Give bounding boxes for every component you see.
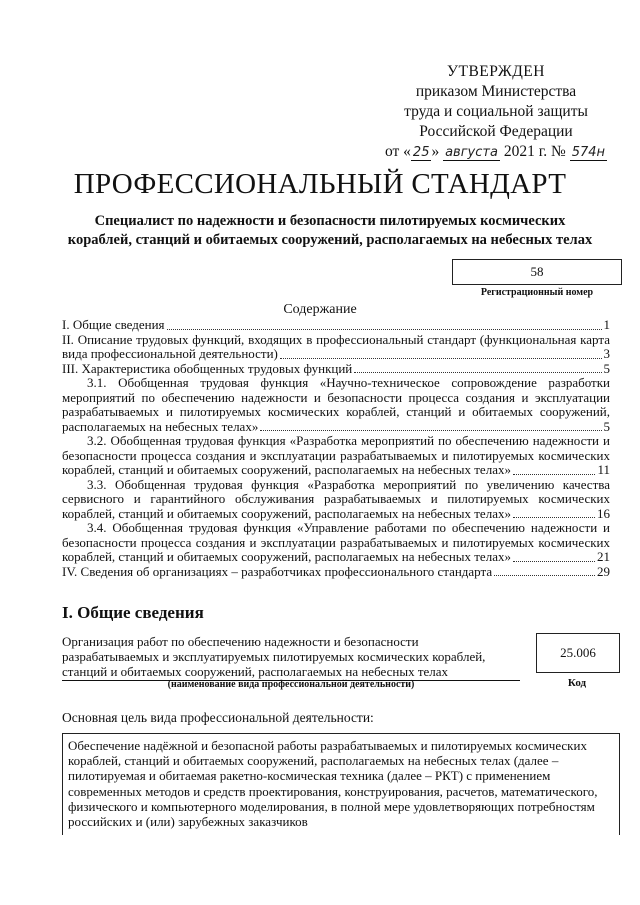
document-subtitle [40,212,620,250]
registration-number-label: Регистрационный номер [480,287,594,298]
toc-entry-3-2-cont[interactable] [62,449,610,478]
toc-page: 16 [597,505,610,521]
toc-entry-text: I. Общие сведения [62,317,165,332]
toc-entry-3-3-cont[interactable] [62,492,610,521]
toc-entry-text: разрабатываемых и пилотируемых космических кораблей, станций и обитаемых сооружений, [62,404,610,419]
toc-entry-text: кораблей, станций и обитаемых сооружений, располагаемых на небесных телах» [62,505,511,521]
toc-page: 3 [603,346,610,361]
activity-line-1: Организация работ по обеспечению надежности и безопасности [62,634,419,649]
toc-entry-3-4[interactable] [62,521,610,536]
goal-line-4: современных методов и средств проектирования, конструирования, расчетов, математического, [68,783,598,799]
toc-entry-text: III. Характеристика обобщенных трудовых функций [62,360,353,376]
date-prefix: от « [384,143,411,160]
toc-entry-text: 3.4. Обобщенная трудовая функция «Управление работами по обеспечению надежности и [87,520,610,535]
toc-entry-1[interactable] [62,318,610,333]
toc-heading: Содержание [283,302,357,317]
handwritten-order-number: 574н [571,145,606,160]
toc-entry-text: мероприятий по обеспечению надежности и безопасности процесса создания и эксплуатации [62,389,610,405]
toc-entry-text: вида профессиональной деятельности) [62,346,278,361]
toc-entry-text: кораблей, станций и обитаемых сооружений, располагаемых на небесных телах» [62,549,511,564]
activity-name [62,634,520,681]
toc-page: 5 [603,418,610,434]
toc-entry-3-1[interactable] [62,376,610,391]
toc-entry-2[interactable] [62,333,610,362]
goal-line-1: Обеспечение надёжной и безопасной работы разрабатываемых и пилотируемых космических [68,738,587,753]
toc-entry-text: кораблей, станций и обитаемых сооружений, располагаемых на небесных телах» [62,462,511,477]
date-year: 2021 г. № [503,143,566,160]
handwritten-day: 25 [412,145,430,160]
toc-entry-text: II. Описание трудовых функций, входящих в профессиональный стандарт (функциональная карта [62,331,610,347]
toc-entry-text: IV. Сведения об организациях – разработчиках профессионального стандарта [62,563,493,579]
section-heading: I. Общие сведения [62,603,204,622]
subtitle-line-1: Специалист по надежности и безопасности пилотируемых космических [94,213,566,229]
toc-entry-text: 3.3. Обобщенная трудовая функция «Разработка мероприятий по увеличению качества [87,476,610,492]
approval-word: УТВЕРЖДЕН [447,63,545,80]
handwritten-month: августа [445,145,498,160]
goal-label: Основная цель вида профессиональной деятельности: [62,710,374,725]
toc-entry-text: 3.1. Обобщенная трудовая функция «Научно-техническое сопровождение разработки [87,375,610,390]
toc-entry-3[interactable] [62,362,610,377]
goal-line-5: физического и компьютерного моделирования, в полной мере удовлетворяющих потребностям [68,798,595,814]
date-mid: » [431,143,440,160]
toc-entry-3-1-cont[interactable] [62,391,610,435]
toc-entry-3-2[interactable] [62,434,610,449]
toc-entry-text: сервисного и гарантийного обслуживания разрабатываемых и пилотируемых космических [62,491,610,506]
table-of-contents [62,318,610,579]
subtitle-line-2: кораблей, станций и обитаемых сооружений, располагаемых на небесных телах [67,232,593,248]
document-title: ПРОФЕССИОНАЛЬНЫЙ СТАНДАРТ [73,168,567,200]
goal-box [62,733,620,835]
activity-caption: (наименование вида профессиональной деятельности) [167,679,415,690]
toc-entry-text: 3.2. Обобщенная трудовая функция «Разработка мероприятий по обеспечению надежности и [87,433,610,448]
approval-line-3: Российской Федерации [419,123,573,140]
goal-line-2: кораблей, станций и обитаемых сооружений, располагаемых на небесных телах (далее – [68,753,559,769]
registration-number-box: 58 [452,259,622,285]
approval-date-line [372,142,620,163]
toc-entry-3-3[interactable] [62,478,610,493]
goal-line-6: российских и (или) зарубежных заказчиков [68,814,308,830]
toc-entry-4[interactable] [62,565,610,580]
code-caption: Код [567,677,587,689]
approval-block [372,62,620,163]
toc-page: 1 [603,317,610,332]
activity-line-2: разрабатываемых и эксплуатируемых пилотируемых космических кораблей, [62,649,486,664]
toc-page: 11 [597,462,610,477]
activity-line-3: станций и обитаемых сооружений, располагаемых на небесных телах [62,664,520,681]
toc-entry-text: безопасности процесса создания и эксплуатации разрабатываемых и пилотируемых космических [62,534,610,550]
approval-line-2: труда и социальной защиты [404,103,588,120]
toc-entry-text: безопасности процесса создания и эксплуатации разрабатываемых и пилотируемых космических [62,447,610,463]
toc-page: 5 [603,360,610,376]
toc-entry-text: располагаемых на небесных телах» [62,418,259,434]
toc-page: 21 [597,549,610,564]
toc-page: 29 [597,563,610,579]
approval-line-1: приказом Министерства [415,83,577,100]
activity-code-box: 25.006 [536,633,620,673]
goal-line-3: пилотируемая и обитаемая ракетно-космическая техника (далее – РКТ) с применением [68,768,551,784]
toc-entry-3-4-cont[interactable] [62,536,610,565]
